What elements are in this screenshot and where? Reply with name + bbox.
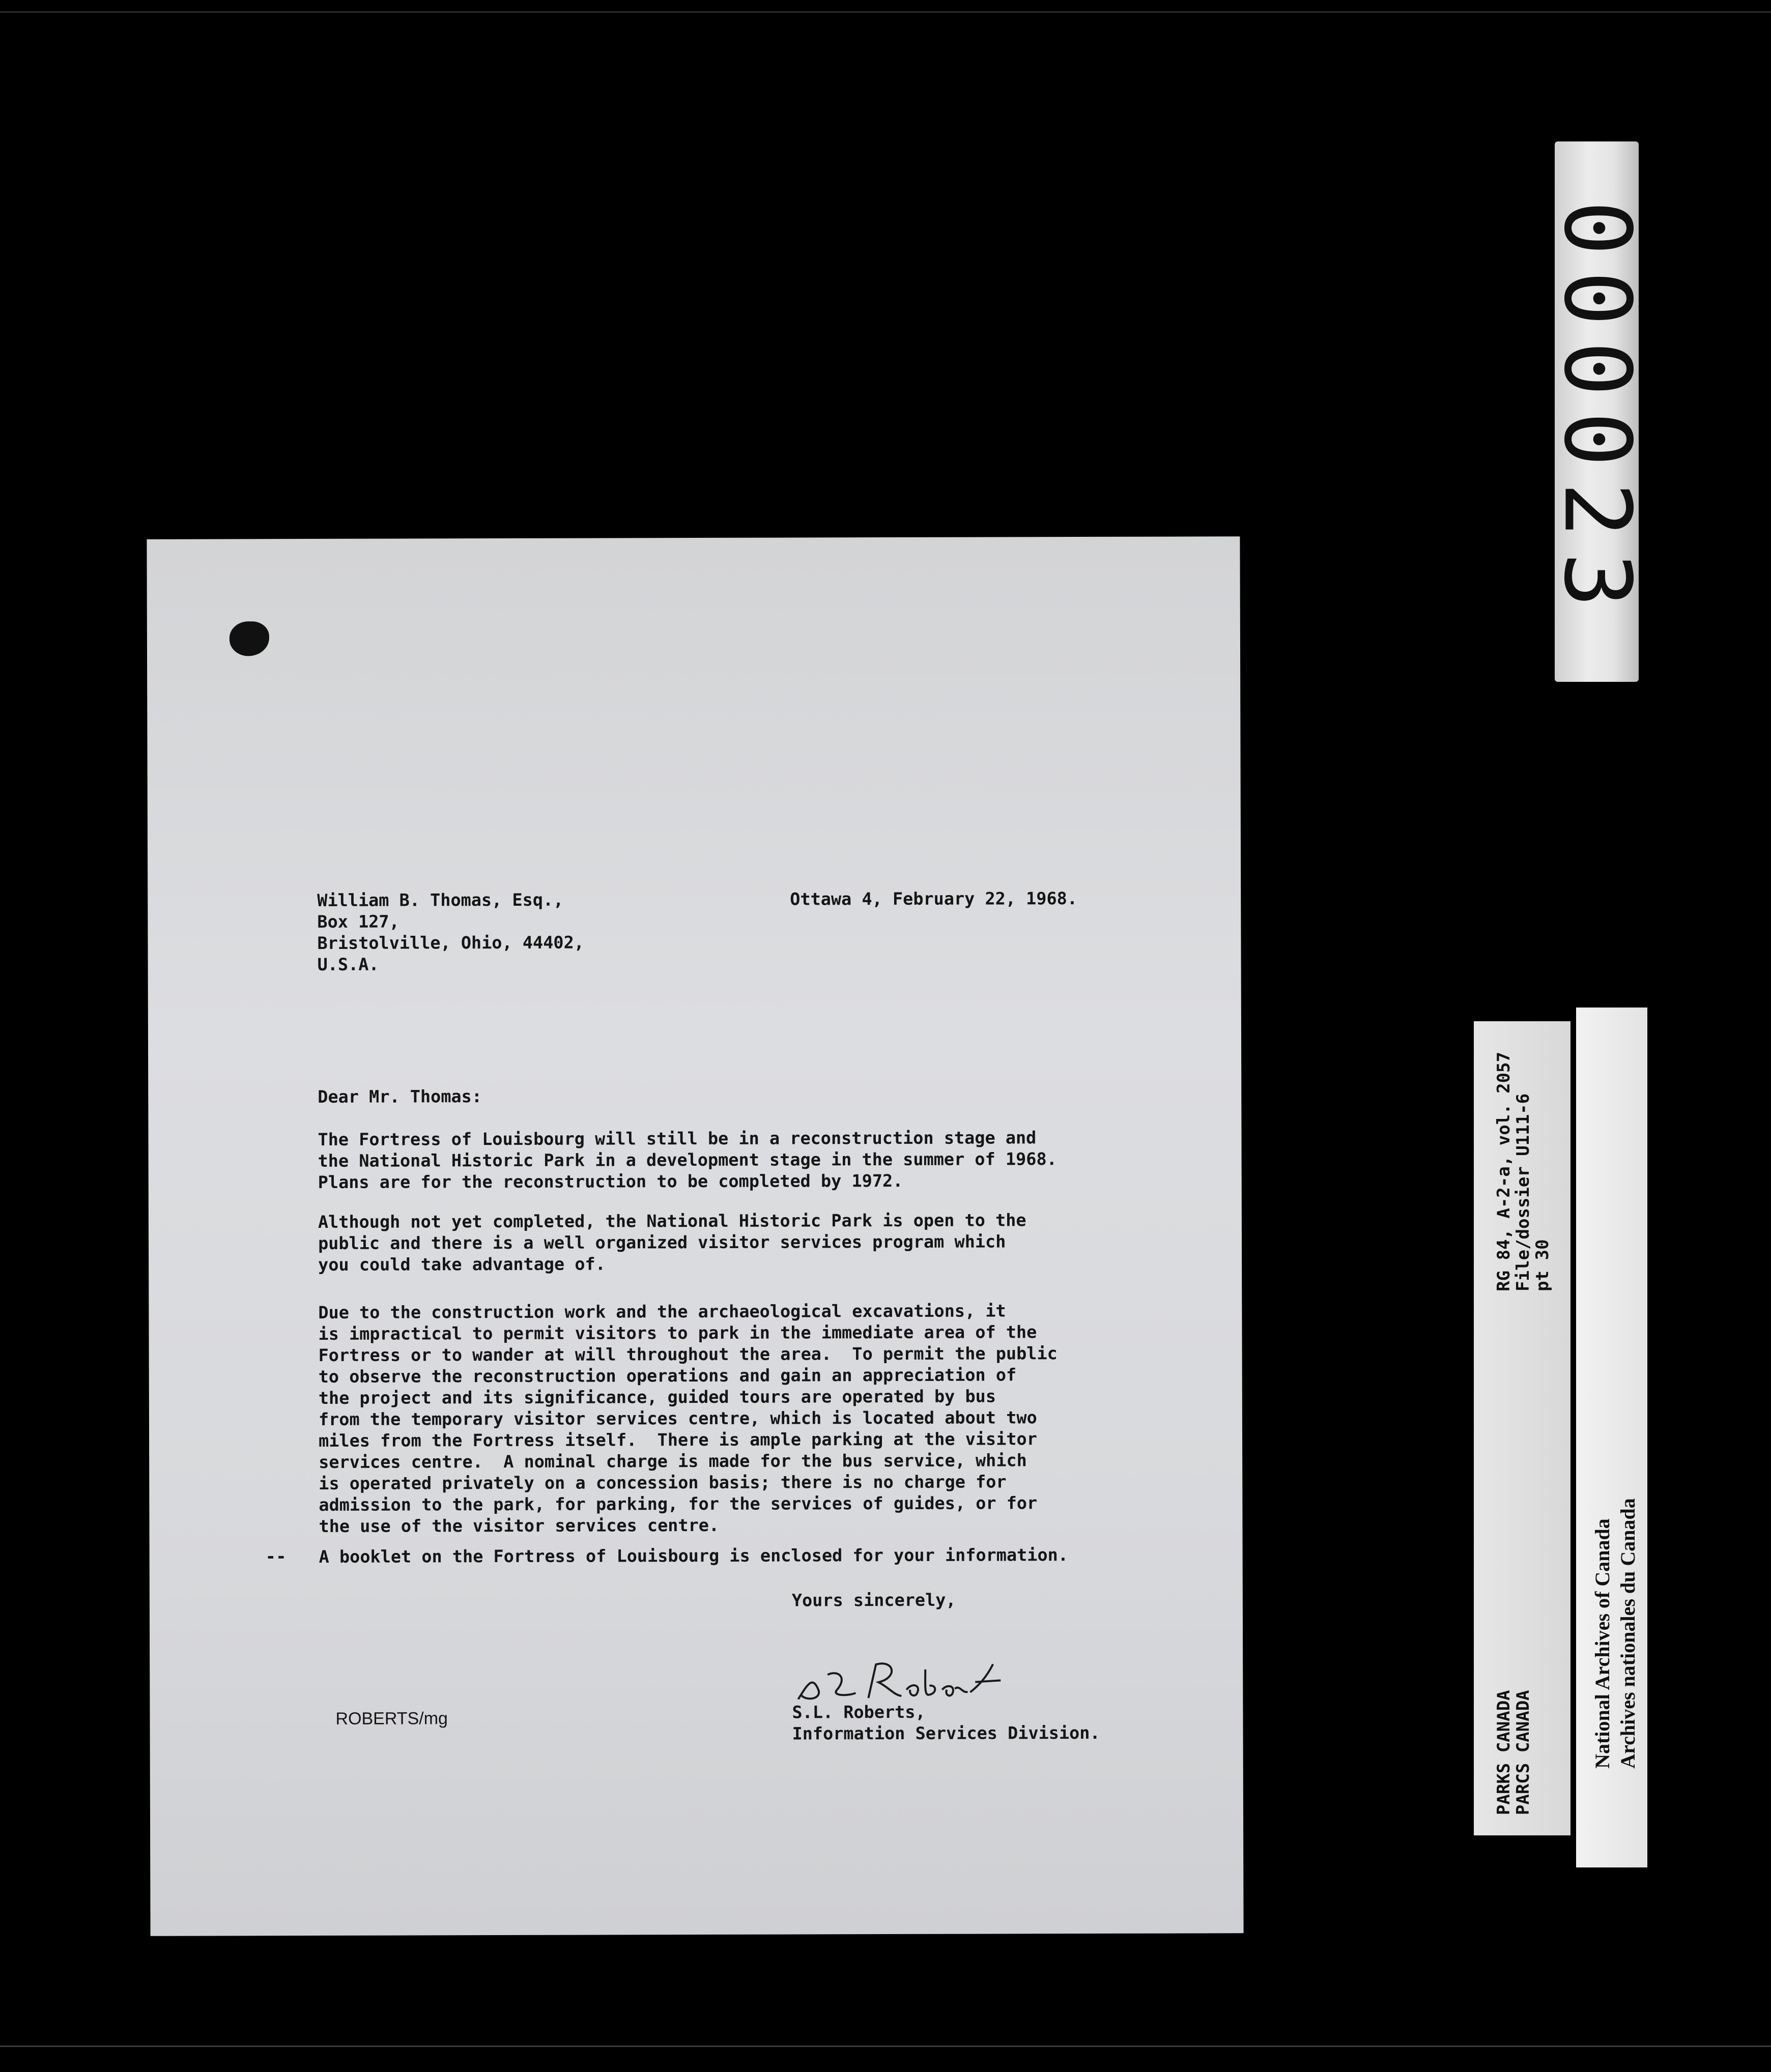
recipient-address [317, 889, 584, 975]
dateline: Ottawa 4, February 22, 1968. [790, 888, 1078, 909]
frame-number-strip [1544, 141, 1650, 682]
body-paragraph-2: Although not yet completed, the National Historic Park is open to the public and there is a well organized visitor services program which you could take advantage of. [318, 1210, 1026, 1275]
agency-label: PARKS CANADA PARCS CANADA [1494, 1690, 1533, 1815]
closing: Yours sincerely, [791, 1590, 956, 1610]
top-scan-rule [0, 11, 1771, 13]
letter-page [147, 536, 1243, 1936]
recipient-line: Bristolville, Ohio, 44402, [317, 932, 584, 953]
signer-division: Information Services Division. [792, 1722, 1100, 1744]
punch-hole [230, 621, 269, 656]
archives-label-fr: Archives nationales du Canada [1616, 1498, 1639, 1769]
recipient-line: William B. Thomas, Esq., [317, 889, 564, 910]
frame-number: 000023 [1544, 200, 1650, 623]
recipient-line: U.S.A. [317, 954, 379, 974]
salutation: Dear Mr. Thomas: [318, 1086, 482, 1107]
body-paragraph-1: The Fortress of Louisbourg will still be in a reconstruction stage and the National Historic Park in a development stage in the summer of 1968. Plans are for the reconstruction to be completed by 1972. [318, 1128, 1057, 1192]
reference-number: RG 84, A-2-a, vol. 2057 File/dossier U111-6 pt 30 [1494, 1052, 1553, 1291]
margin-mark: -- [265, 1546, 287, 1567]
typist-initials: ROBERTS/mg [335, 1709, 448, 1729]
signer-block [792, 1701, 1100, 1745]
archives-label [1590, 1498, 1641, 1769]
reference-card [1474, 1021, 1570, 1835]
recipient-line: Box 127, [317, 911, 399, 932]
body-paragraph-4: A booklet on the Fortress of Louisbourg is enclosed for your information. [319, 1545, 1069, 1567]
bottom-scan-rule [0, 2046, 1771, 2047]
signer-name: S.L. Roberts, [792, 1702, 926, 1722]
archives-card [1576, 1008, 1647, 1867]
archives-label-en: National Archives of Canada [1591, 1518, 1614, 1769]
body-paragraph-3: Due to the construction work and the archaeological excavations, it is impractical to permit visitors to park in the immediate area of the Fortress or to wander at will throughout the area. To permit the public to observe the reconstruction operations and gain an appreciation of the project and its significance, guided tours are operated by bus from the temporary visitor services centre, which is located about two miles from the Fortress itself. There is ample parking at the visitor services centre. A nominal charge is made for the bus service, which is operated privately on a concession basis; there is no charge for admission to the park, for parking, for the services of guides, or for the use of the visitor services centre. [318, 1301, 1058, 1536]
